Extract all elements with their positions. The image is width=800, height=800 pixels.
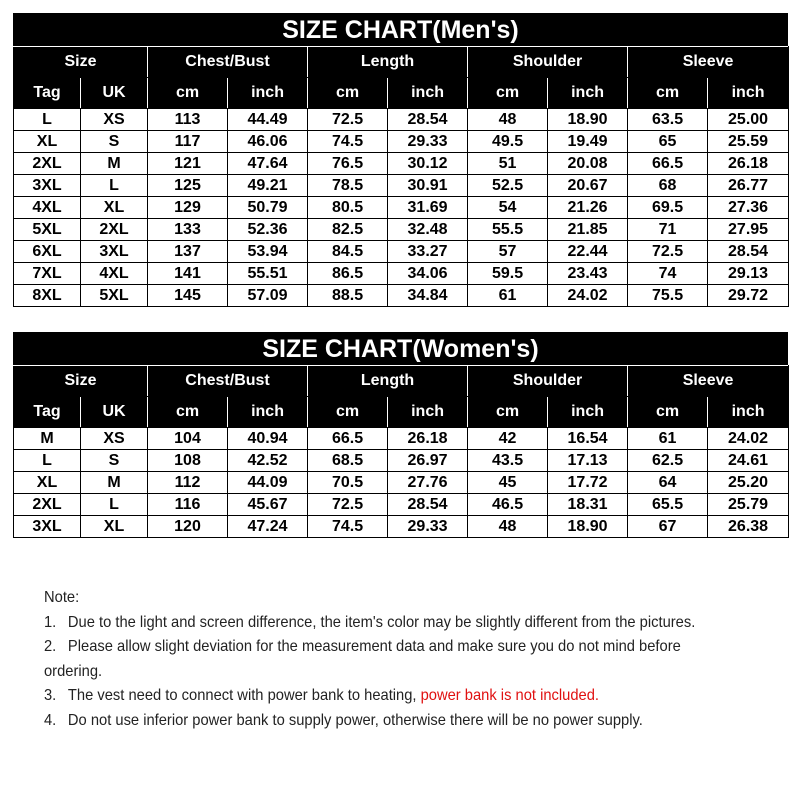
table-cell: 4XL — [14, 197, 81, 219]
unit-header-tag: Tag — [14, 78, 81, 109]
note-text: Do not use inferior power bank to supply power, otherwise there will be no power supply. — [67, 711, 643, 729]
table-cell: 5XL — [14, 219, 81, 241]
table-cell: 120 — [148, 516, 228, 538]
table-cell: 23.43 — [548, 263, 628, 285]
table-cell: 76.5 — [308, 153, 388, 175]
table-cell: 29.33 — [388, 131, 468, 153]
table-row — [14, 175, 789, 197]
table-cell: L — [81, 494, 148, 516]
table-cell: XS — [81, 428, 148, 450]
unit-header-uk: UK — [81, 78, 148, 109]
table-cell: 19.49 — [548, 131, 628, 153]
table-cell: 46.06 — [228, 131, 308, 153]
table-cell: 63.5 — [628, 109, 708, 131]
table-cell: 145 — [148, 285, 228, 307]
table-cell: 47.64 — [228, 153, 308, 175]
table-cell: 129 — [148, 197, 228, 219]
women-unit-header-row — [14, 397, 789, 428]
table-cell: 113 — [148, 109, 228, 131]
table-cell: 25.20 — [708, 472, 789, 494]
unit-header-inch: inch — [228, 78, 308, 109]
table-cell: 29.13 — [708, 263, 789, 285]
table-cell: 57.09 — [228, 285, 308, 307]
table-cell: 64 — [628, 472, 708, 494]
table-cell: 17.72 — [548, 472, 628, 494]
table-cell: S — [81, 450, 148, 472]
table-cell: 28.54 — [388, 494, 468, 516]
table-cell: 133 — [148, 219, 228, 241]
unit-header-cm: cm — [468, 78, 548, 109]
table-cell: 72.5 — [308, 109, 388, 131]
table-cell: 26.97 — [388, 450, 468, 472]
table-cell: 34.84 — [388, 285, 468, 307]
table-cell: 20.67 — [548, 175, 628, 197]
table-cell: 66.5 — [308, 428, 388, 450]
table-cell: 26.38 — [708, 516, 789, 538]
table-cell: 26.77 — [708, 175, 789, 197]
table-cell: 67 — [628, 516, 708, 538]
group-header-size: Size — [14, 47, 148, 78]
table-cell: XL — [81, 197, 148, 219]
group-header-chest: Chest/Bust — [148, 47, 308, 78]
table-cell: 108 — [148, 450, 228, 472]
group-header-shoulder: Shoulder — [468, 47, 628, 78]
table-cell: 20.08 — [548, 153, 628, 175]
table-cell: 17.13 — [548, 450, 628, 472]
table-cell: 74 — [628, 263, 708, 285]
power-bank-warning: power bank is not included. — [420, 687, 600, 704]
table-cell: 40.94 — [228, 428, 308, 450]
notes-section — [44, 586, 716, 733]
table-row — [14, 472, 789, 494]
note-number: 2. — [44, 638, 57, 655]
table-row — [14, 285, 789, 307]
table-cell: 141 — [148, 263, 228, 285]
table-cell: 51 — [468, 153, 548, 175]
table-cell: 42.52 — [228, 450, 308, 472]
table-cell: 3XL — [14, 175, 81, 197]
unit-header-inch: inch — [228, 397, 308, 428]
women-chart-title: SIZE CHART(Women's) — [13, 332, 788, 365]
table-cell: 16.54 — [548, 428, 628, 450]
table-cell: 68.5 — [308, 450, 388, 472]
table-cell: 70.5 — [308, 472, 388, 494]
table-cell: 74.5 — [308, 131, 388, 153]
note-number: 3. — [44, 687, 57, 704]
table-cell: L — [14, 109, 81, 131]
table-cell: 65 — [628, 131, 708, 153]
table-cell: 7XL — [14, 263, 81, 285]
table-cell: 72.5 — [308, 494, 388, 516]
table-cell: 86.5 — [308, 263, 388, 285]
unit-header-cm: cm — [468, 397, 548, 428]
table-cell: XS — [81, 109, 148, 131]
table-row — [14, 494, 789, 516]
note-number: 4. — [44, 711, 57, 729]
table-cell: 68 — [628, 175, 708, 197]
table-cell: 82.5 — [308, 219, 388, 241]
table-row — [14, 131, 789, 153]
table-cell: 49.21 — [228, 175, 308, 197]
unit-header-uk: UK — [81, 397, 148, 428]
unit-header-inch: inch — [548, 78, 628, 109]
table-cell: 78.5 — [308, 175, 388, 197]
men-unit-header-row — [14, 78, 789, 109]
men-chart-title: SIZE CHART(Men's) — [13, 13, 788, 46]
table-cell: 31.69 — [388, 197, 468, 219]
table-cell: 27.76 — [388, 472, 468, 494]
table-cell: 25.59 — [708, 131, 789, 153]
table-cell: 27.95 — [708, 219, 789, 241]
table-cell: 121 — [148, 153, 228, 175]
unit-header-cm: cm — [308, 78, 388, 109]
table-cell: 24.61 — [708, 450, 789, 472]
unit-header-cm: cm — [148, 78, 228, 109]
table-cell: 61 — [468, 285, 548, 307]
table-cell: 125 — [148, 175, 228, 197]
unit-header-cm: cm — [628, 397, 708, 428]
table-cell: 75.5 — [628, 285, 708, 307]
notes-heading: Note: — [44, 589, 80, 606]
table-cell: 46.5 — [468, 494, 548, 516]
table-cell: 30.91 — [388, 175, 468, 197]
table-cell: 6XL — [14, 241, 81, 263]
table-cell: 27.36 — [708, 197, 789, 219]
women-table-body — [14, 428, 789, 538]
table-cell: 2XL — [14, 494, 81, 516]
table-cell: 55.5 — [468, 219, 548, 241]
table-cell: 26.18 — [708, 153, 789, 175]
table-cell: 49.5 — [468, 131, 548, 153]
table-cell: 29.33 — [388, 516, 468, 538]
table-cell: 25.00 — [708, 109, 789, 131]
table-cell: 57 — [468, 241, 548, 263]
table-row — [14, 263, 789, 285]
note-text: Due to the light and screen difference, the item's color may be slightly different from the pictures. — [67, 613, 696, 631]
table-cell: L — [14, 450, 81, 472]
table-cell: 28.54 — [388, 109, 468, 131]
table-cell: 88.5 — [308, 285, 388, 307]
table-cell: XL — [81, 516, 148, 538]
table-row — [14, 450, 789, 472]
table-cell: 53.94 — [228, 241, 308, 263]
note-item — [44, 709, 716, 734]
table-cell: 50.79 — [228, 197, 308, 219]
note-text: ordering. — [44, 662, 103, 680]
table-cell: 104 — [148, 428, 228, 450]
table-cell: 116 — [148, 494, 228, 516]
unit-header-inch: inch — [708, 78, 789, 109]
table-cell: 18.90 — [548, 109, 628, 131]
note-item — [44, 684, 716, 709]
unit-header-cm: cm — [148, 397, 228, 428]
table-cell: 4XL — [81, 263, 148, 285]
group-header-shoulder: Shoulder — [468, 366, 628, 397]
table-cell: 28.54 — [708, 241, 789, 263]
table-cell: 45.67 — [228, 494, 308, 516]
note-item — [44, 635, 716, 660]
table-cell: 72.5 — [628, 241, 708, 263]
note-text: The vest need to connect with power bank to heating, — [67, 687, 421, 704]
unit-header-tag: Tag — [14, 397, 81, 428]
table-cell: XL — [14, 131, 81, 153]
group-header-chest: Chest/Bust — [148, 366, 308, 397]
table-row — [14, 153, 789, 175]
unit-header-cm: cm — [628, 78, 708, 109]
table-cell: M — [14, 428, 81, 450]
table-cell: 18.90 — [548, 516, 628, 538]
note-number: 1. — [44, 613, 57, 631]
table-cell: 112 — [148, 472, 228, 494]
table-cell: 8XL — [14, 285, 81, 307]
table-cell: 74.5 — [308, 516, 388, 538]
table-cell: 26.18 — [388, 428, 468, 450]
table-cell: 3XL — [14, 516, 81, 538]
table-cell: 47.24 — [228, 516, 308, 538]
group-header-length: Length — [308, 366, 468, 397]
table-cell: XL — [14, 472, 81, 494]
group-header-length: Length — [308, 47, 468, 78]
group-header-size: Size — [14, 366, 148, 397]
table-cell: 18.31 — [548, 494, 628, 516]
table-cell: 44.49 — [228, 109, 308, 131]
table-cell: 25.79 — [708, 494, 789, 516]
table-cell: 24.02 — [548, 285, 628, 307]
table-cell: 42 — [468, 428, 548, 450]
table-cell: 34.06 — [388, 263, 468, 285]
table-cell: 2XL — [14, 153, 81, 175]
table-cell: 117 — [148, 131, 228, 153]
table-cell: 43.5 — [468, 450, 548, 472]
men-table-body — [14, 109, 789, 307]
table-cell: 32.48 — [388, 219, 468, 241]
unit-header-inch: inch — [388, 397, 468, 428]
table-cell: 84.5 — [308, 241, 388, 263]
women-size-chart — [13, 332, 788, 538]
table-cell: 44.09 — [228, 472, 308, 494]
note-text: Please allow slight deviation for the measurement data and make sure you do not mind before — [67, 638, 681, 655]
unit-header-cm: cm — [308, 397, 388, 428]
men-size-chart — [13, 13, 788, 307]
unit-header-inch: inch — [708, 397, 789, 428]
men-size-table — [13, 46, 789, 307]
table-cell: 21.26 — [548, 197, 628, 219]
table-cell: 45 — [468, 472, 548, 494]
table-row — [14, 241, 789, 263]
group-header-sleeve: Sleeve — [628, 366, 789, 397]
table-cell: 69.5 — [628, 197, 708, 219]
table-row — [14, 516, 789, 538]
women-size-table — [13, 365, 789, 538]
table-cell: M — [81, 472, 148, 494]
table-cell: 65.5 — [628, 494, 708, 516]
table-cell: 21.85 — [548, 219, 628, 241]
table-cell: 59.5 — [468, 263, 548, 285]
table-cell: S — [81, 131, 148, 153]
table-cell: M — [81, 153, 148, 175]
table-cell: 80.5 — [308, 197, 388, 219]
table-row — [14, 197, 789, 219]
unit-header-inch: inch — [548, 397, 628, 428]
table-cell: 5XL — [81, 285, 148, 307]
note-item-continuation — [44, 660, 716, 685]
table-cell: 30.12 — [388, 153, 468, 175]
table-cell: L — [81, 175, 148, 197]
note-item — [44, 611, 716, 636]
unit-header-inch: inch — [388, 78, 468, 109]
men-group-header-row — [14, 47, 789, 78]
table-cell: 24.02 — [708, 428, 789, 450]
table-cell: 33.27 — [388, 241, 468, 263]
group-header-sleeve: Sleeve — [628, 47, 789, 78]
table-cell: 29.72 — [708, 285, 789, 307]
table-cell: 54 — [468, 197, 548, 219]
table-row — [14, 428, 789, 450]
table-cell: 48 — [468, 516, 548, 538]
table-row — [14, 109, 789, 131]
table-cell: 62.5 — [628, 450, 708, 472]
table-cell: 22.44 — [548, 241, 628, 263]
table-cell: 3XL — [81, 241, 148, 263]
table-cell: 2XL — [81, 219, 148, 241]
women-group-header-row — [14, 366, 789, 397]
table-cell: 52.5 — [468, 175, 548, 197]
table-cell: 71 — [628, 219, 708, 241]
table-cell: 55.51 — [228, 263, 308, 285]
table-cell: 66.5 — [628, 153, 708, 175]
table-cell: 52.36 — [228, 219, 308, 241]
table-cell: 48 — [468, 109, 548, 131]
table-cell: 61 — [628, 428, 708, 450]
table-cell: 137 — [148, 241, 228, 263]
table-row — [14, 219, 789, 241]
